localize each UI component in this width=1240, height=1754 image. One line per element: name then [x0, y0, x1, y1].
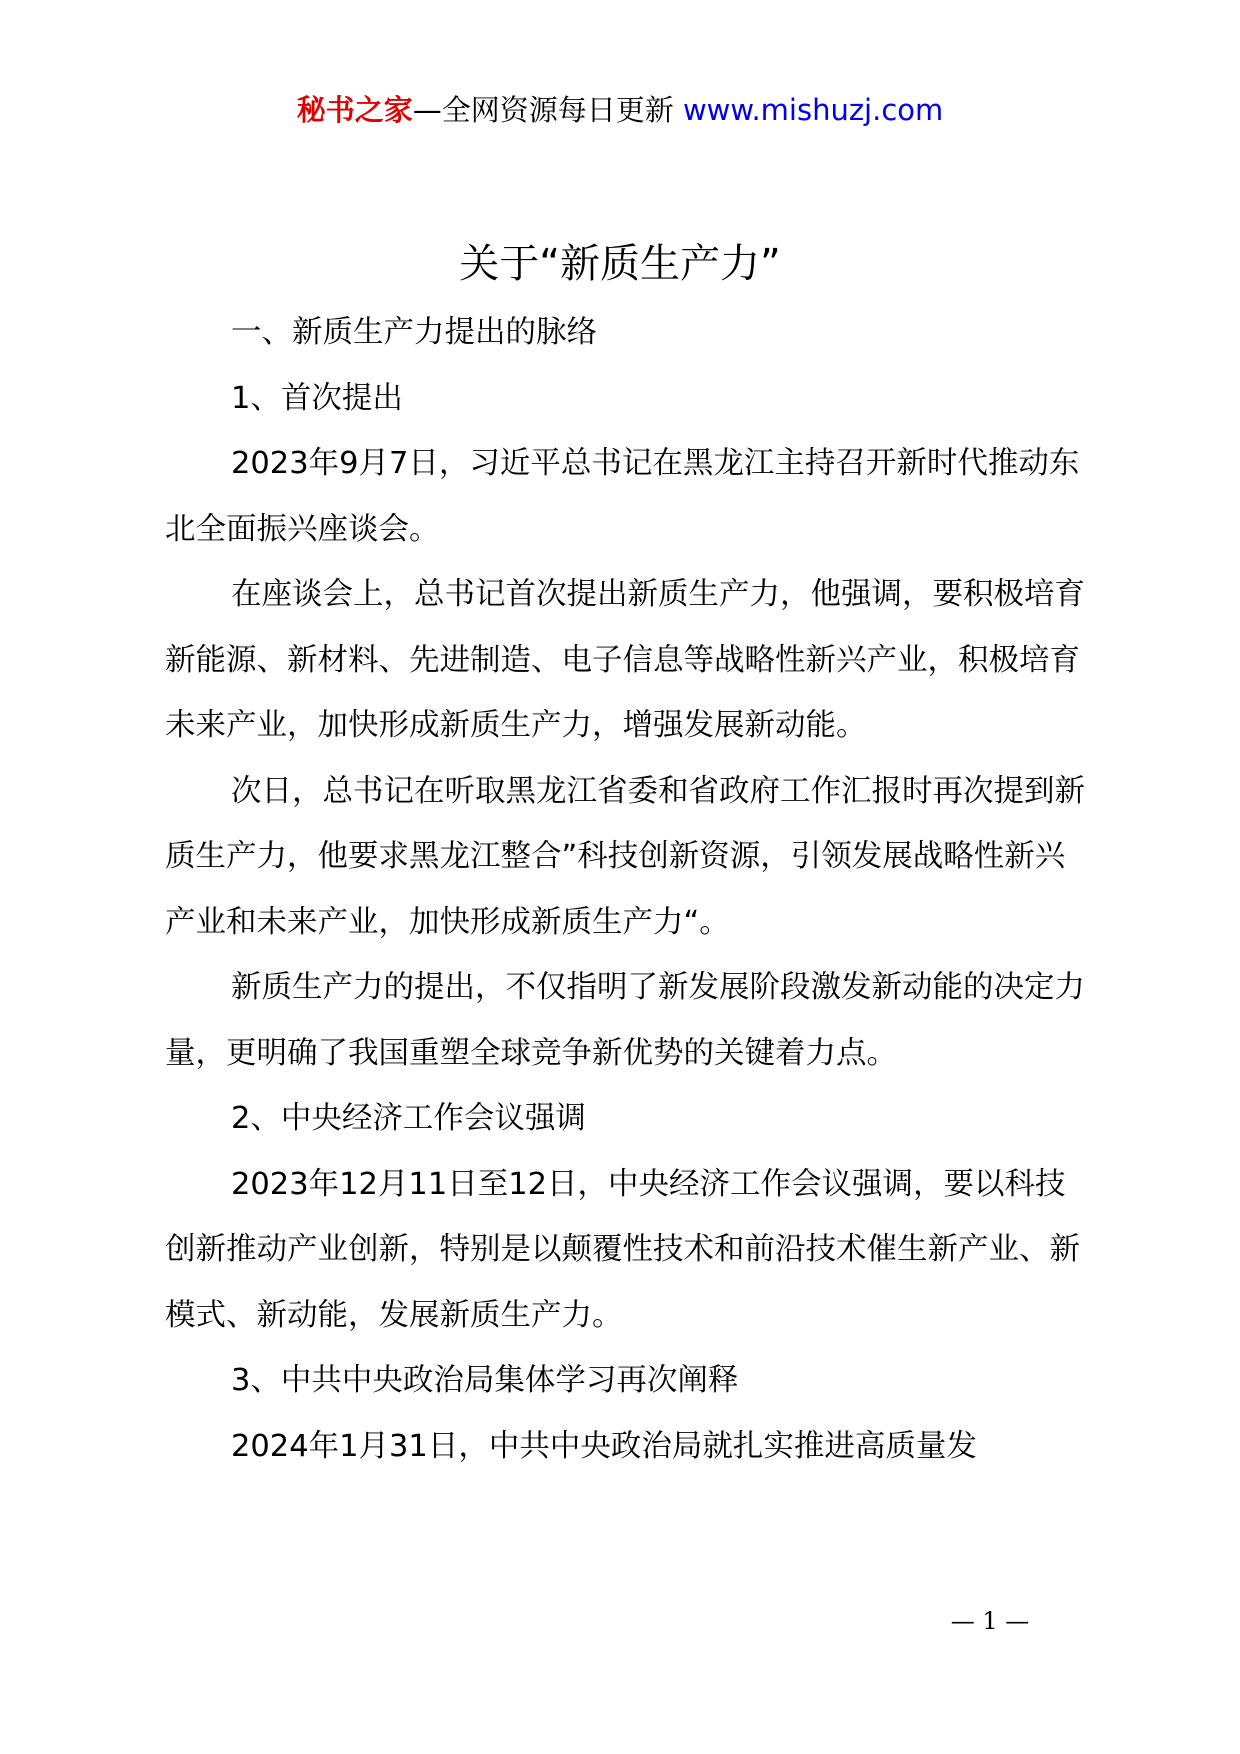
document-body — [165, 300, 1085, 1479]
body-paragraph: 2023年12月11日至12日，中央经济工作会议强调，要以科技创新推动产业创新，特别是以颠覆性技术和前沿技术催生新产业、新模式、新动能，发展新质生产力。 — [165, 1166, 1080, 1333]
header-tagline: —全网资源每日更新 — [412, 93, 674, 127]
brand-name: 秘书之家 — [296, 93, 413, 127]
subsection-heading: 1、首次提出 — [231, 380, 403, 416]
body-paragraph: 新质生产力的提出，不仅指明了新发展阶段激发新动能的决定力量，更明确了我国重塑全球竞争新优势的关键着力点。 — [165, 970, 1085, 1071]
body-paragraph: 2023年9月7日，习近平总书记在黑龙江主持召开新时代推动东北全面振兴座谈会。 — [165, 446, 1080, 547]
page-number: — 1 — — [950, 1607, 1030, 1635]
body-paragraph: 在座谈会上，总书记首次提出新质生产力，他强调，要积极培育新能源、新材料、先进制造、电子信息等战略性新兴产业，积极培育未来产业，加快形成新质生产力，增强发展新动能。 — [165, 577, 1085, 743]
subsection-heading: 2、中央经济工作会议强调 — [231, 1101, 586, 1136]
body-paragraph: 2024年1月31日，中共中央政治局就扎实推进高质量发 — [231, 1428, 977, 1464]
body-paragraph: 次日，总书记在听取黑龙江省委和省政府工作汇报时再次提到新质生产力，他要求黑龙江整合”科技创新资源，引领发展战略性新兴产业和未来产业，加快形成新质生产力“。 — [165, 773, 1085, 940]
document-title: 关于“新质生产力” — [459, 241, 781, 287]
site-header — [0, 90, 1240, 130]
section-heading: 一、新质生产力提出的脉络 — [231, 315, 597, 350]
subsection-heading: 3、中共中央政治局集体学习再次阐释 — [231, 1363, 739, 1398]
site-url-link[interactable]: www.mishuzj.com — [682, 93, 944, 127]
